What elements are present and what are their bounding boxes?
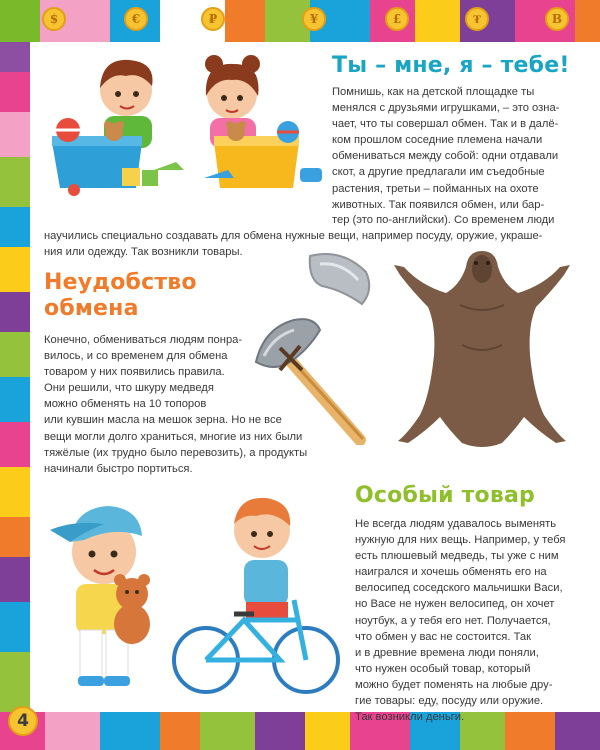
text-line: и в древние времена люди поняли,: [355, 646, 539, 659]
text-line: вилось, и со временем для обмена: [44, 350, 228, 363]
section-title-inconvenience: [44, 270, 197, 322]
text-line: научились специально создавать для обмена нужные вещи, например посуду, оружие, украше-: [44, 230, 543, 243]
text-line: что нужен особый товар, который: [355, 662, 531, 675]
text-line: Помнишь, как на детской площадке ты: [332, 86, 535, 98]
text-line: можно будет поменять на любые дру-: [355, 678, 553, 691]
text-line: товаром у них появились правила.: [44, 366, 225, 379]
text-line: есть плюшевый медведь, ты уже с ним: [355, 550, 559, 563]
stone-axe-illustration: [250, 250, 380, 445]
text-line: наигрался и хочешь обменять его на: [355, 566, 547, 579]
bitcoin-coin-icon: B: [545, 7, 569, 31]
text-line: или кувшин масла на мешок зерна. Но не все: [44, 414, 282, 427]
title-line: обмена: [44, 296, 139, 321]
text-line: Они решили, что шкуру медведя: [44, 382, 214, 395]
left-color-stripe: [0, 42, 30, 712]
text-line: обмениваться между собой: одни отдавали: [332, 150, 559, 163]
text-line: ния или одежду. Так возникли товары.: [44, 246, 243, 259]
text-line: чает, что ты совершал обмен. Так и в далё-: [332, 118, 559, 131]
text-line: нужную для них вещь. Например, у тебя: [355, 534, 566, 547]
yen-coin-icon: ¥: [302, 7, 326, 31]
text-line: начинали быстро портиться.: [44, 462, 193, 475]
text-line: можно обменять на 10 топоров: [44, 398, 207, 411]
text-line: но Васе не нужен велосипед, он хочет: [355, 598, 555, 611]
ruble-coin-icon: ₽: [201, 7, 225, 31]
text-line: вещи могли долго храниться, многие из них были: [44, 430, 303, 443]
dollar-coin-icon: $: [42, 7, 66, 31]
text-line: ноутбук, а у тебя его нет. Получается,: [355, 614, 551, 627]
boys-teddy-bicycle-illustration: [44, 490, 344, 700]
text-line: менялся с друзьями игрушками, – это озна-: [332, 102, 560, 115]
right-margin: [574, 42, 600, 712]
bear-skin-illustration: [390, 245, 575, 460]
euro-coin-icon: €: [124, 7, 148, 31]
top-color-stripe: [0, 0, 600, 42]
kids-exchanging-toys-illustration: [44, 50, 329, 200]
text-line: велосипед соседского мальчишки Васи,: [355, 582, 563, 595]
section-title-exchange: Ты – мне, я – тебе!: [332, 53, 570, 78]
text-line: Не всегда людям удавалось выменять: [355, 518, 557, 530]
section-title-special-goods: Особый товар: [355, 483, 535, 508]
section3-paragraph: [355, 516, 566, 725]
text-line: скот, а другие предлагали им съедобные: [332, 166, 545, 179]
text-line: что обмен у вас не состоится. Так: [355, 630, 532, 643]
text-line: Конечно, обмениваться людям понра-: [44, 334, 243, 346]
text-line: тер (это по-английски). Со временем люди: [332, 214, 555, 226]
text-line: животных. Так появился обмен, или бар-: [332, 198, 545, 211]
section1-paragraph: [332, 84, 559, 213]
title-line: Неудобство: [44, 270, 197, 295]
text-line: ком прошлом соседние племена начали: [332, 134, 543, 147]
tugrik-coin-icon: ₮: [465, 7, 489, 31]
page-number: 4: [8, 706, 38, 736]
pound-coin-icon: £: [385, 7, 409, 31]
text-line: Так возникли деньги.: [355, 711, 465, 724]
text-line: гие товары: еду, посуду или оружие.: [355, 695, 544, 708]
text-line: тяжёлые (их трудно было перевозить), а продукты: [44, 446, 308, 459]
text-line: растения, третьи – пойманных на охоте: [332, 182, 539, 195]
